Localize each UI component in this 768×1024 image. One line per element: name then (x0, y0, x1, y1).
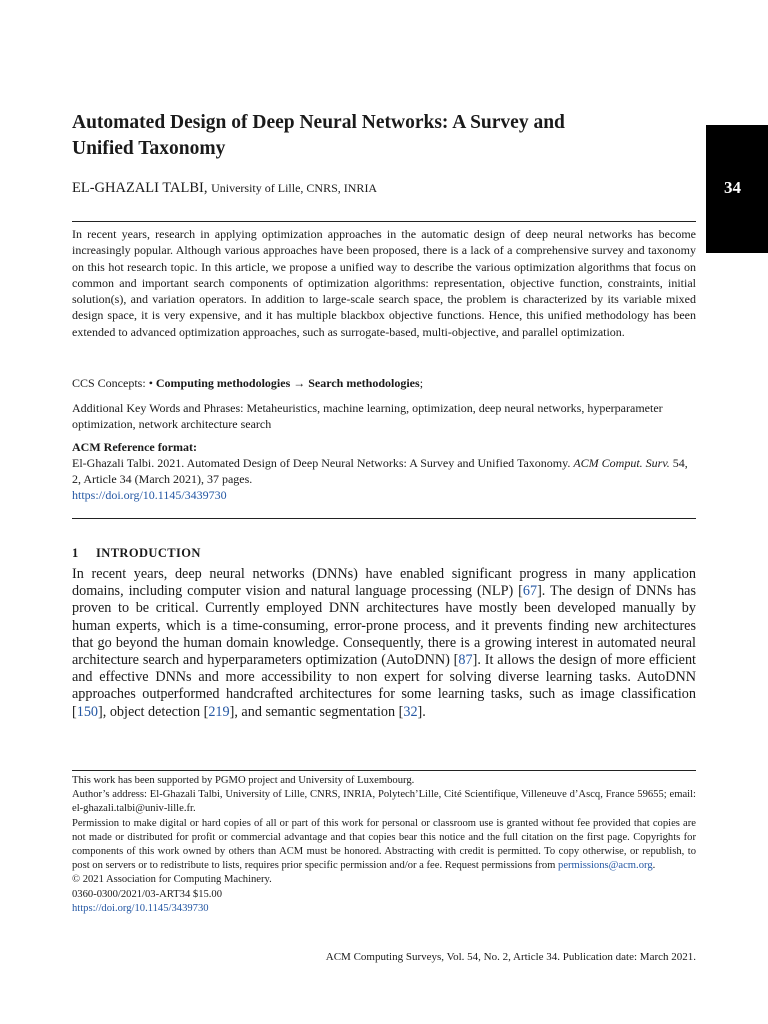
citation-150[interactable]: 150 (76, 703, 99, 720)
intro-text: ]. (417, 703, 426, 720)
intro-text: ]. It allows the design of more efficient and effective DNNs and more accessibility to non expert for solving diverse learning tasks. AutoDNN approaches outperformed handcrafted architectures for some learning tasks, such as image classification [ (72, 652, 696, 720)
page-footer: ACM Computing Surveys, Vol. 54, No. 2, Article 34. Publication date: March 2021. (325, 951, 696, 963)
citation-87[interactable]: 87 (458, 652, 473, 669)
acm-ref-doi-link[interactable]: https://doi.org/10.1145/3439730 (72, 488, 227, 502)
keywords: Additional Key Words and Phrases: Metaheuristics, machine learning, optimization, deep neural networks, hyperparameter optimization, network architecture search (72, 401, 663, 431)
intro-text: ], and semantic segmentation [ (229, 703, 404, 720)
intro-text: ]. The design of DNNs has proven to be critical. Currently employed DNN architectures have mostly been developed manually by human experts, which is a time-consuming, error-prone process, and it prevents finding new architectures that go beyond the human domain knowledge. Consequently, there is a growing interest in automated neural architecture search and hyperparameters optimization (AutoDNN) [ (72, 583, 696, 669)
ccs-end: ; (419, 376, 424, 390)
author-affiliation: University of Lille, CNRS, INRIA (211, 181, 378, 195)
ccs-bullet: • (148, 376, 156, 390)
title-line-2: Unified Taxonomy (72, 138, 226, 159)
footnote-address: Author’s address: El-Ghazali Talbi, University of Lille, CNRS, INRIA, Polytech’Lille, Cité Scientifique, Villeneuve d’Ascq, France 59655; email: el-ghazali.talbi@univ-lille.fr. (72, 789, 696, 815)
title-line-1: Automated Design of Deep Neural Networks: A Survey and (72, 112, 565, 133)
section-title: INTRODUCTION (96, 546, 201, 560)
acm-ref-text-b: 54, 2, Article 34 (March 2021), 37 pages. (72, 456, 688, 486)
article-number-tab (706, 125, 768, 253)
citation-32[interactable]: 32 (403, 703, 418, 720)
abstract: In recent years, research in applying optimization approaches in the automatic design of deep neural networks has become increasingly popular. Although various approaches have been proposed, there is a lack of a comprehensive survey and taxonomy on this hot research topic. In this article, we propose a unified way to describe the various optimization algorithms that focus on common and important search components of optimization algorithms: representation, objective function, constraints, initial solution(s), and variation operators. In addition to large-scale search space, the problem is characterized by its variable mixed design space, it is very expensive, and it has multiple blackbox objective functions. Hence, this unified methodology has been extended to advanced optimization approaches, such as surrogate-based, multi-objective, and parallel optimization. (72, 227, 696, 339)
intro-text: In recent years, deep neural networks (DNNs) have enabled significant progress in many application domains, including computer vision and natural language processing (NLP) [ (72, 566, 696, 600)
abstract-top-rule (72, 221, 696, 222)
article-number: 34 (724, 178, 741, 197)
permissions-email-link[interactable]: permissions@acm.org (558, 860, 653, 872)
permission-end: . (652, 860, 656, 872)
footnote-copyright: © 2021 Association for Computing Machinery. (72, 874, 272, 886)
acm-ref-heading: ACM Reference format: (72, 440, 198, 454)
footnote-doi-link[interactable]: https://doi.org/10.1145/3439730 (72, 902, 209, 914)
footnote-rule (72, 770, 696, 771)
ccs-concepts (72, 375, 696, 391)
abstract-bottom-rule (72, 518, 696, 519)
section-number: 1 (72, 546, 79, 560)
section-heading (72, 546, 201, 561)
footnote-block (72, 774, 696, 916)
ccs-concept: Computing methodologies → Search methodologies (155, 376, 420, 390)
author-name: EL-GHAZALI TALBI, (72, 180, 208, 196)
intro-text: ], object detection [ (98, 703, 209, 720)
permission-text: Permission to make digital or hard copies of all or part of this work for personal or classroom use is granted without fee provided that copies are not made or distributed for profit or commercial advantage and that copies bear this notice and the full citation on the first page. Copyrights for components of this work owned by others than ACM must be honored. Abstracting with credit is permitted. To copy otherwise, or republish, to post on servers or to redistribute to lists, requires prior specific permission and/or a fee. Request permissions from (72, 817, 696, 872)
acm-ref-journal: ACM Comput. Surv. (573, 456, 670, 470)
paper-title (72, 110, 696, 162)
citation-67[interactable]: 67 (522, 583, 538, 600)
acm-reference (72, 439, 696, 503)
citation-219[interactable]: 219 (208, 703, 230, 720)
footnote-permission (72, 817, 696, 874)
footnote-support: This work has been supported by PGMO project and University of Luxembourg. (72, 775, 415, 786)
acm-ref-text-a: El-Ghazali Talbi. 2021. Automated Design of Deep Neural Networks: A Survey and Unified Taxonomy. (72, 456, 574, 470)
footnote-issn: 0360-0300/2021/03-ART34 $15.00 (72, 888, 223, 900)
introduction-paragraph (72, 566, 696, 721)
author-line (72, 180, 377, 197)
ccs-label: CCS Concepts: (72, 376, 149, 390)
